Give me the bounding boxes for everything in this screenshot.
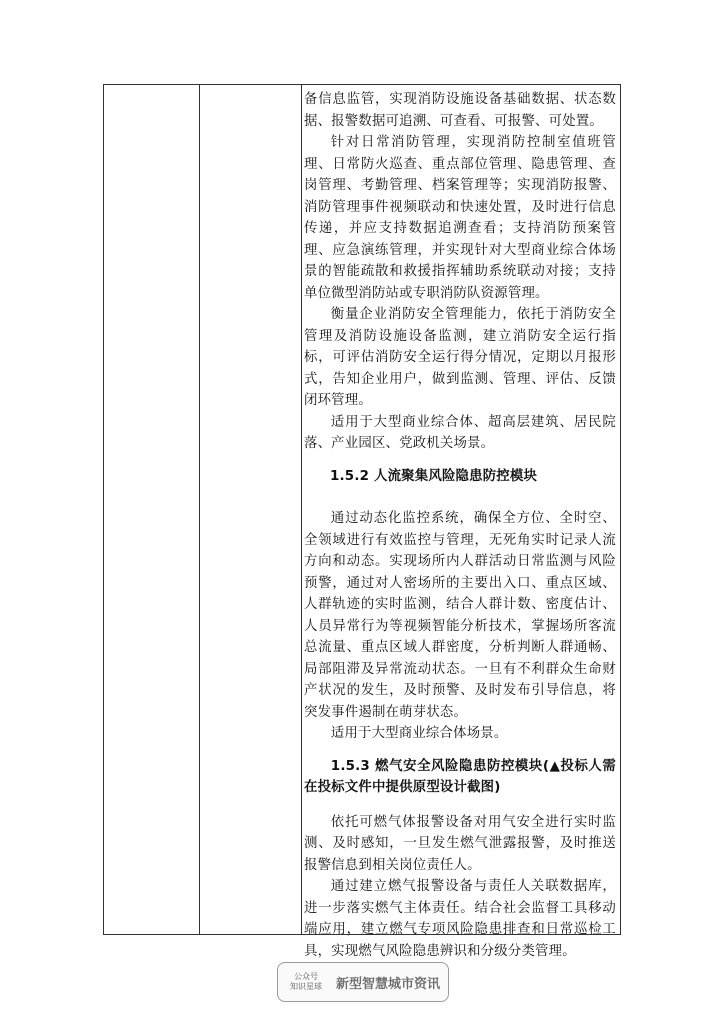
paragraph: 适用于大型商业综合体场景。 xyxy=(330,726,508,741)
section-heading: 1.5.3 燃气安全风险隐患防控模块(▲投标人需在投标文件中提供原型设计截图) xyxy=(304,758,616,795)
section-heading: 1.5.2 人流聚集风险隐患防控模块 xyxy=(330,468,538,484)
table-column-divider xyxy=(301,85,302,934)
watermark-source xyxy=(282,972,330,992)
paragraph: 适用于大型商业综合体、超高层建筑、居民院落、产业园区、党政机关场景。 xyxy=(304,414,616,451)
watermark-line: 公众号 xyxy=(294,972,318,981)
table-column-divider xyxy=(199,85,200,934)
watermark-badge xyxy=(277,962,449,1002)
paragraph: 备信息监管，实现消防设施设备基础数据、状态数据、报警数据可追溯、可查看、可报警、可处置。 xyxy=(304,92,616,129)
paragraph: 通过动态化监控系统，确保全方位、全时空、全领域进行有效监控与管理，无死角实时记录人流方向和动态。实现场所内人群活动日常监测与风险预警，通过对人密场所的主要出入口、重点区域、人群轨迹的实时监测，结合人群计数、密度估计、人员异常行为等视频智能分析技术，掌握场所客流总流量、重点区域人群密度，分析判断人群通畅、局部阻滞及异常流动状态。一旦有不利群众生命财产状况的发生，及时预警、及时发布引导信息，将突发事件遏制在萌芽状态。 xyxy=(304,511,616,720)
paragraph: 依托可燃气体报警设备对用气安全进行实时监测、及时感知，一旦发生燃气泄露报警，及时推送报警信息到相关岗位责任人。 xyxy=(304,814,616,873)
watermark-line: 知识星球 xyxy=(290,982,322,991)
watermark-title: 新型智慧城市资讯 xyxy=(336,976,441,992)
table-content-cell xyxy=(304,89,616,962)
paragraph: 针对日常消防管理，实现消防控制室值班管理、日常防火巡查、重点部位管理、隐患管理、查岗管理、考勤管理、档案管理等；实现消防报警、消防管理事件视频联动和快速处置，及时进行信息传递，并应支持数据追溯查看；支持消防预案管理、应急演练管理，并实现针对大型商业综合体场景的智能疏散和救援指挥辅助系统联动对接；支持单位微型消防站或专职消防队资源管理。 xyxy=(304,135,616,301)
paragraph: 通过建立燃气报警设备与责任人关联数据库，进一步落实燃气主体责任。结合社会监督工具移动端应用，建立燃气专项风险隐患排查和日常巡检工具，实现燃气风险隐患辨识和分级分类管理。 xyxy=(304,879,616,959)
paragraph: 衡量企业消防安全管理能力，依托于消防安全管理及消防设施设备监测，建立消防安全运行指标，可评估消防安全运行得分情况，定期以月报形式，告知企业用户，做到监测、管理、评估、反馈闭环管理。 xyxy=(304,307,616,408)
